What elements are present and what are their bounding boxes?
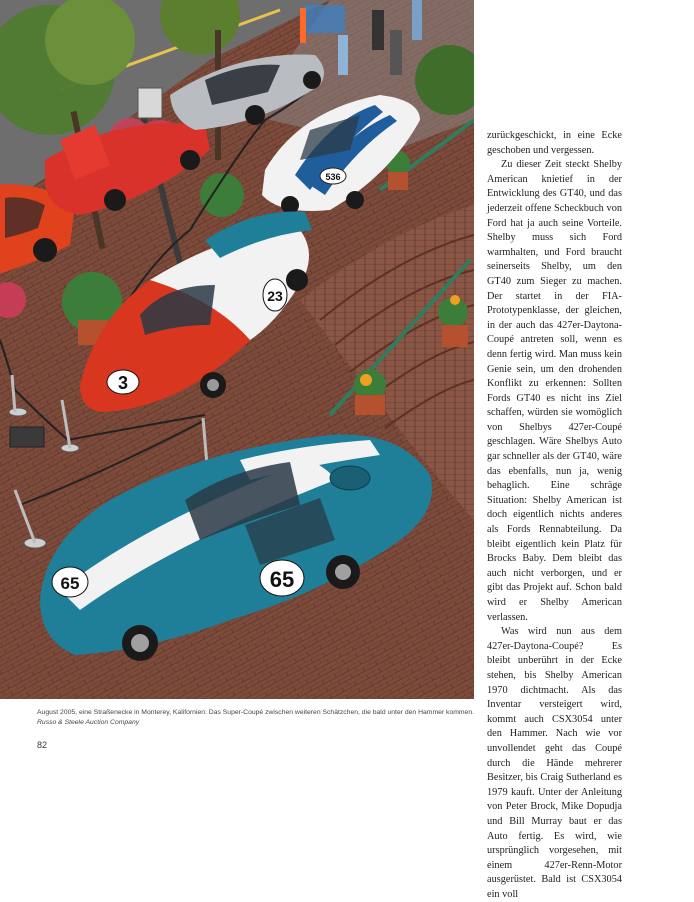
paragraph-3: Was wird nun aus dem 427er-Daytona-Coupé? Es bleibt unberührt in der Ecke stehen, bis Shelby American 1970 dichtmacht. Als das Inventar versteigert wird, kommt auch CSX3054 unter den Hammer. Nach wie vor unvollendet geht das Coupé durch die Hände mehrerer Besitzer, bis Craig Sutherland es 1979 kauft. Unter der Anleitung von Peter Brock, Mike Dopudja und Bill Murray baut er das Auto fertig. Es wird, wie ursprünglich vorgesehen, mit einem 427er-Renn-Motor ausgerüstet. Bald ist CSX3054 ein voll (487, 626, 622, 900)
photo-caption (37, 708, 477, 727)
caption-text: August 2005, eine Straßenecke in Monterey, Kalifornien: Das Super-Coupé zwischen weiteren Schätzchen, die bald unter den Hammer kommen. (37, 709, 474, 716)
car-number-3: 3 (117, 373, 129, 393)
page-number: 82 (37, 740, 48, 750)
car-number-65-hood: 65 (60, 574, 80, 593)
paragraph-1: zurückgeschickt, in eine Ecke geschoben und vergessen. (487, 130, 622, 156)
caption-credit: Russo & Steele Auction Company (37, 718, 140, 726)
car-number-536: 536 (325, 172, 341, 182)
car-number-23: 23 (267, 288, 283, 304)
body-text-column (487, 129, 622, 902)
car-number-65-door: 65 (269, 567, 295, 592)
paragraph-2: Zu dieser Zeit steckt Shelby American knietief in der Entwicklung des GT40, und das jederzeit offene Scheckbuch von Ford hat ja auch seine Vorteile. Shelby muss sich Ford warmhalten, und Ford braucht seinerseits Shelby, um den GT40 zum Sieger zu machen. Der startet in der FIA-Prototypenklasse, der gleichen, in der auch das 427er-Daytona-Coupé antreten soll, wenn es denn fertig wird. Man muss kein Genie sein, um den drohenden Konflikt zu erkennen: Sollten Fords GT40 es nicht ins Ziel schaffen, würden sie womöglich von Shelbys 427er-Coupé geschlagen. Wäre Shelbys Auto gar schneller als der GT40, wäre das ebenfalls, nun ja, wenig behaglich. Eine schräge Situation: Shelby American ist doch eigentlich nichts anderes als Fords Rennabteilung. Da bleibt eigentlich kein Platz für Brocks Baby. Dem bleibt das auch nicht verborgen, und er gibt das Projekt auf. Schon bald wird er Shelby American verlassen. (487, 159, 622, 623)
